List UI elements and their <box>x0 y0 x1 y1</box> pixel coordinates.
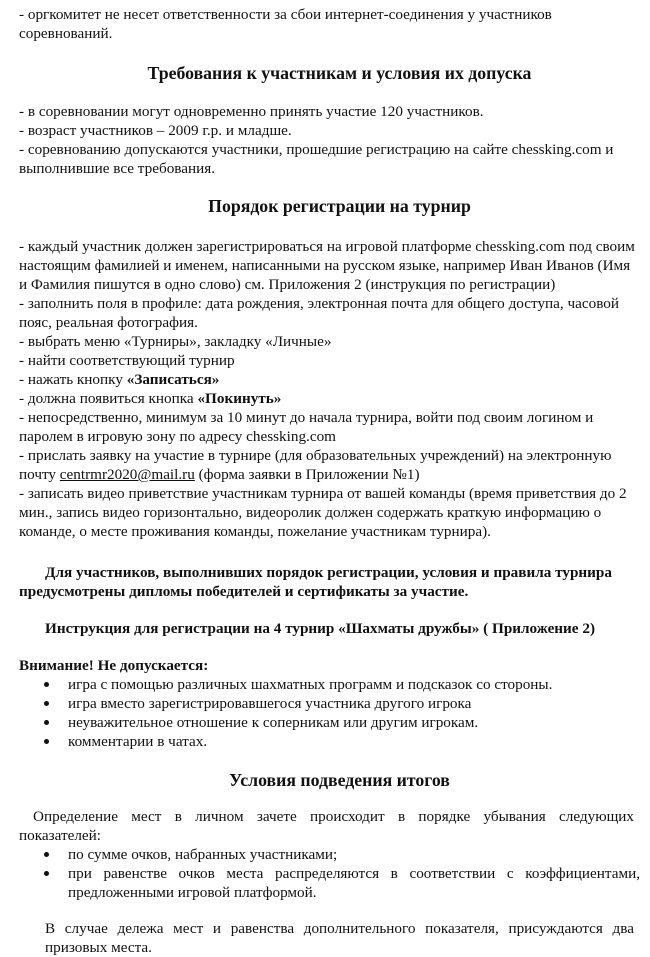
awards-paragraph: Для участников, выполнивших порядок регистрации, условия и правила турнира предусмотрены дипломы победителей и сертификаты за участие. <box>19 564 612 600</box>
results-final-paragraph: В случае дележа мест и равенства дополнительного показателя, присуждаются два призовых места. <box>45 920 634 956</box>
registration-heading: Порядок регистрации на турнир <box>208 196 471 216</box>
prohibited-item <box>19 713 640 732</box>
registration-list <box>19 237 640 541</box>
prohibited-item-text: неуважительное отношение к соперникам или другим игрокам. <box>68 714 479 731</box>
requirement-item: - соревнованию допускаются участники, прошедшие регистрацию на сайте chessking.com и выполнившие все требования. <box>19 141 614 177</box>
results-item-text: при равенстве очков места распределяются в соответствии с коэффициентами, предложенными игровой платформой. <box>68 865 640 901</box>
registration-item <box>19 370 640 389</box>
registration-item-text: - должна появиться кнопка <box>19 390 198 407</box>
signup-button-name: «Записаться» <box>126 371 220 388</box>
prohibited-list <box>19 675 640 751</box>
prohibited-item-text: игра вместо зарегистрировавшегося участника другого игрока <box>68 695 472 712</box>
requirement-item: - возраст участников – 2009 г.р. и младше. <box>19 122 292 139</box>
bullet-icon <box>44 701 49 706</box>
results-item <box>19 864 640 902</box>
bullet-icon <box>44 682 49 687</box>
prohibited-item <box>19 694 640 713</box>
prohibited-heading: Внимание! Не допускается: <box>19 657 209 674</box>
results-list <box>19 845 640 902</box>
registration-item: - найти соответствующий турнир <box>19 352 235 369</box>
results-item <box>19 845 640 864</box>
registration-item <box>19 446 640 484</box>
results-item-text: по сумме очков, набранных участниками; <box>68 846 338 863</box>
intro-paragraph: - оргкомитет не несет ответственности за сбои интернет-соединения у участников соревнований. <box>19 6 552 42</box>
requirements-heading: Требования к участникам и условия их допуска <box>147 63 532 83</box>
registration-item <box>19 389 640 408</box>
requirements-list <box>19 102 640 178</box>
instruction-heading: Инструкция для регистрации на 4 турнир «Шахматы дружбы» ( Приложение 2) <box>45 620 595 637</box>
registration-item: - каждый участник должен зарегистрироваться на игровой платформе chessking.com под своим настоящим фамилией и именем, написанными на русском языке, например Иван Иванов (Имя и Фамилия пишутся в одно слово) см. Приложения 2 (инструкция по регистрации) <box>19 238 635 293</box>
prohibited-item-text: игра с помощью различных шахматных программ и подсказок со стороны. <box>68 676 553 693</box>
registration-item: - выбрать меню «Турниры», закладку «Личные» <box>19 333 332 350</box>
prohibited-item <box>19 732 640 751</box>
bullet-icon <box>44 739 49 744</box>
registration-item-text: - нажать кнопку <box>19 371 127 388</box>
registration-item: - непосредственно, минимум за 10 минут до начала турнира, войти под своим логином и паролем в игровую зону по адресу chessking.com <box>19 409 594 445</box>
registration-item-text: (форма заявки в Приложении №1) <box>194 466 420 483</box>
registration-item: - записать видео приветствие участникам турнира от вашей команды (время приветствия до 2 мин., запись видео горизонтально, видеоролик должен содержать краткую информацию о команде, о месте проживания команды, пожелание участникам турнира). <box>19 485 627 540</box>
bullet-icon <box>44 852 49 857</box>
requirement-item: - в соревновании могут одновременно принять участие 120 участников. <box>19 103 484 120</box>
email-link[interactable]: centrmr2020@mail.ru <box>59 466 195 483</box>
registration-item-text: - прислать заявку на участие в турнире (для образовательных учреждений) на электронную почту <box>19 447 612 483</box>
prohibited-item <box>19 675 640 694</box>
bullet-icon <box>44 720 49 725</box>
prohibited-item-text: комментарии в чатах. <box>68 733 208 750</box>
leave-button-name: «Покинуть» <box>197 390 282 407</box>
results-intro: Определение мест в личном зачете происходит в порядке убывания следующих показателей: <box>19 808 634 844</box>
registration-item: - заполнить поля в профиле: дата рождения, электронная почта для общего доступа, часовой пояс, реальная фотография. <box>19 295 620 331</box>
results-heading: Условия подведения итогов <box>229 770 450 790</box>
bullet-icon <box>44 871 49 876</box>
